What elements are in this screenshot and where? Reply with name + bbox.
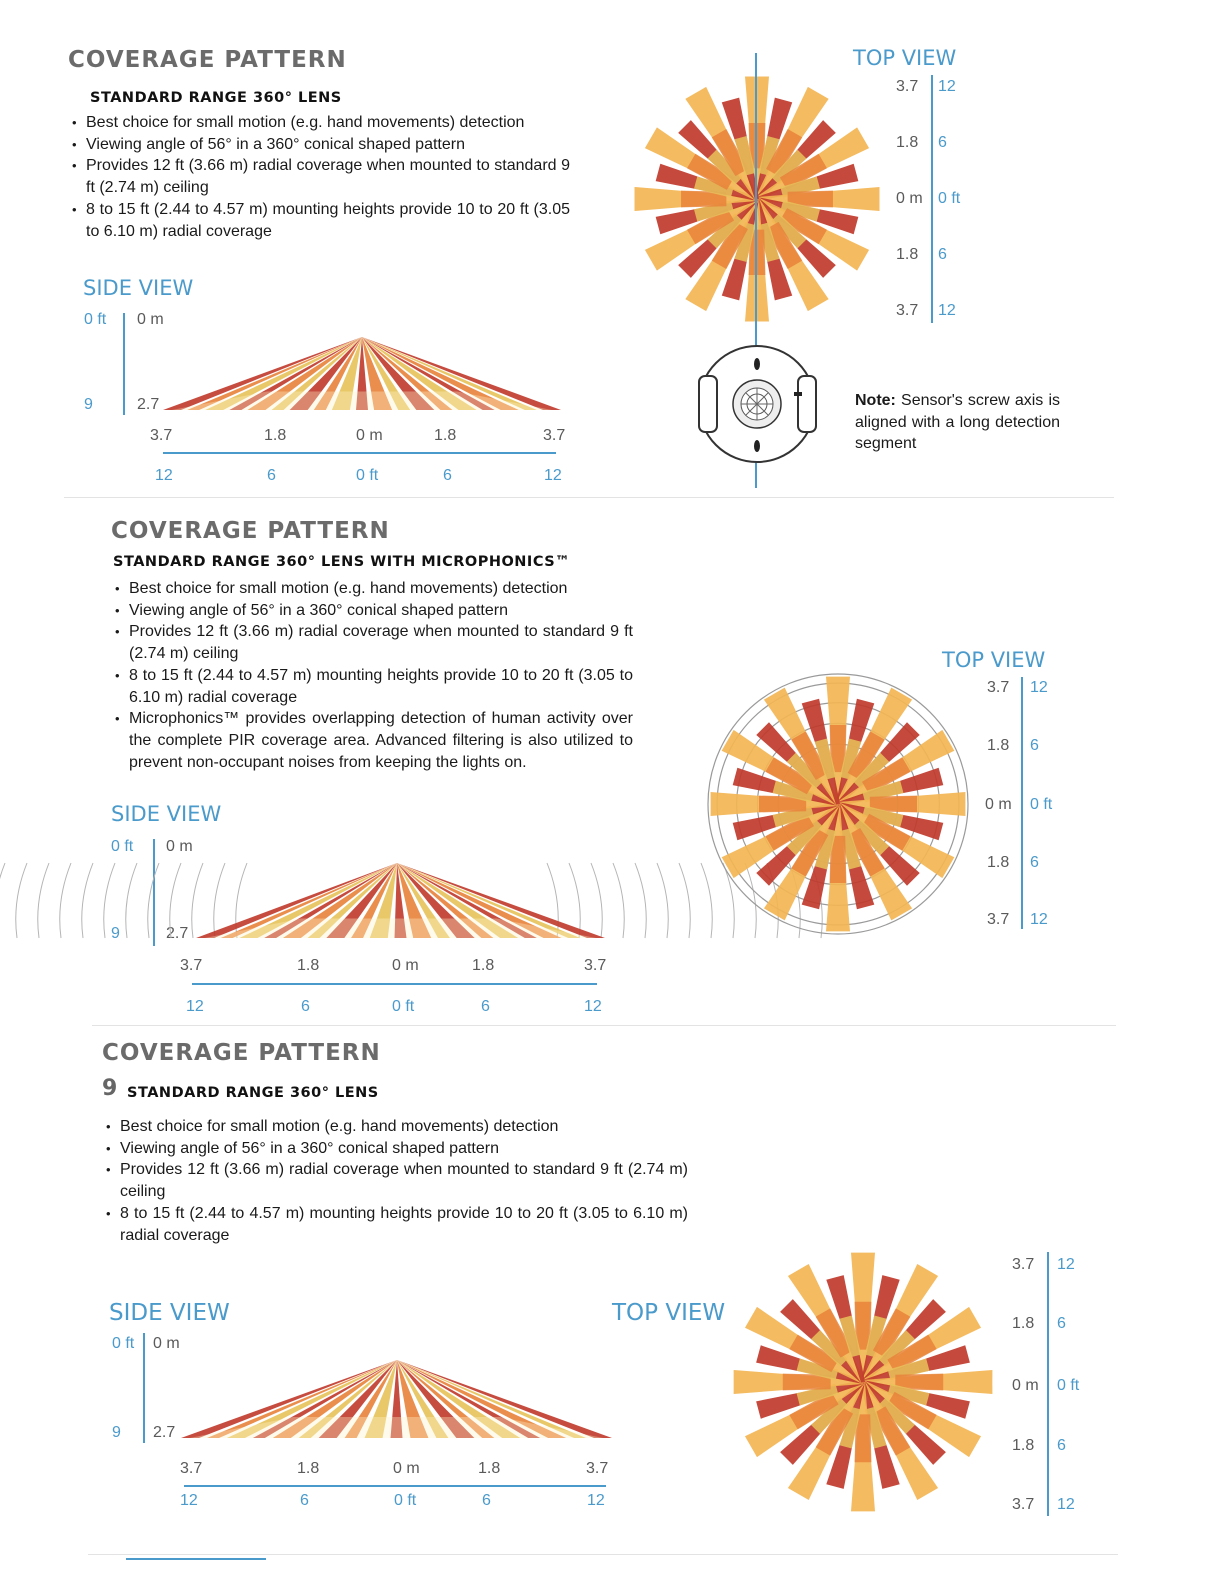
side-m-tick: 0 m <box>392 957 419 974</box>
top-ft-tick: 12 <box>1057 1496 1075 1513</box>
sound-arc <box>0 863 5 938</box>
side-m-tick: 1.8 <box>264 427 287 444</box>
side-ft-tick: 6 <box>482 1492 491 1509</box>
list-item: • Provides 12 ft (3.66 m) radial coverage when mounted to standard 9 ft (2.74 m) ceiling <box>72 155 570 198</box>
sound-arc <box>60 863 71 938</box>
top-m-tick: 3.7 <box>1012 1256 1035 1273</box>
list-item: • 8 to 15 ft (2.44 to 4.57 m) mounting heights provide 10 to 20 ft (3.05 to 6.10 m) radial coverage <box>106 1203 688 1246</box>
side-axis-horizontal <box>163 452 556 454</box>
feature-list <box>72 112 570 242</box>
side-m-tick: 0 m <box>393 1460 420 1477</box>
sound-arc <box>38 863 49 938</box>
top-ft-tick: 6 <box>938 134 947 151</box>
note <box>855 390 1060 455</box>
top-m-tick: 1.8 <box>896 134 919 151</box>
top-ft-tick: 6 <box>1030 854 1039 871</box>
list-item: • 8 to 15 ft (2.44 to 4.57 m) mounting heights provide 10 to 20 ft (3.05 to 6.10 m) radial coverage <box>72 199 570 242</box>
section-divider <box>92 1025 1116 1026</box>
list-item: • Provides 12 ft (3.66 m) radial coverage when mounted to standard 9 ft (2.74 m) ceiling <box>115 621 633 664</box>
section-divider <box>64 497 1114 498</box>
side-m-tick: 3.7 <box>584 957 607 974</box>
top-m-tick: 1.8 <box>1012 1437 1035 1454</box>
side-view-label: SIDE VIEW <box>83 276 194 300</box>
side-ft-bottom: 9 <box>84 396 93 413</box>
sound-arc <box>657 863 668 938</box>
side-m-tick: 1.8 <box>478 1460 501 1477</box>
side-ft-tick: 6 <box>267 467 276 484</box>
section-divider <box>88 1554 1118 1555</box>
list-item: • Best choice for small motion (e.g. hand movements) detection <box>72 112 570 134</box>
sound-arc <box>591 863 602 938</box>
side-m-tick: 1.8 <box>472 957 495 974</box>
side-ft-tick: 12 <box>584 998 602 1015</box>
top-ft-tick: 12 <box>938 78 956 95</box>
top-view-starburst <box>721 1240 1005 1524</box>
side-ft-top: 0 ft <box>84 311 107 328</box>
section-title: COVERAGE PATTERN <box>111 518 390 544</box>
side-ft-tick: 6 <box>443 467 452 484</box>
sound-arc <box>126 863 137 938</box>
list-item: • Best choice for small motion (e.g. hand movements) detection <box>106 1116 688 1138</box>
top-ft-tick: 12 <box>938 302 956 319</box>
top-m-tick: 3.7 <box>987 679 1010 696</box>
side-ft-tick: 12 <box>587 1492 605 1509</box>
sound-arc <box>613 863 624 938</box>
side-ft-tick: 12 <box>186 998 204 1015</box>
side-ft-tick: 0 ft <box>392 998 415 1015</box>
top-m-tick: 3.7 <box>896 302 919 319</box>
side-axis-horizontal <box>184 1485 606 1487</box>
side-ft-tick: 12 <box>155 467 173 484</box>
top-ft-tick: 6 <box>1057 1315 1066 1332</box>
note-text: Sensor's screw axis is aligned with a long detection segment <box>855 392 1060 452</box>
top-m-tick: 1.8 <box>896 246 919 263</box>
side-m-tick: 3.7 <box>150 427 173 444</box>
side-ft-tick: 6 <box>301 998 310 1015</box>
sound-arc <box>148 863 159 938</box>
feature-list <box>106 1116 688 1246</box>
side-m-bottom: 2.7 <box>137 396 160 413</box>
list-item: • Viewing angle of 56° in a 360° conical shaped pattern <box>115 600 633 622</box>
lens-title: STANDARD RANGE 360° LENS <box>127 1085 379 1101</box>
top-view-label: TOP VIEW <box>612 1300 726 1326</box>
top-ft-tick: 6 <box>938 246 947 263</box>
top-m-tick: 1.8 <box>987 854 1010 871</box>
sensor-device-icon <box>690 342 825 467</box>
top-axis-vertical <box>931 75 933 323</box>
list-item: • Microphonics™ provides overlapping detection of human activity over the complete PIR coverage area. Advanced filtering is also utilized to prevent non-occupant noises from keeping the lights on. <box>115 708 633 773</box>
sound-arc <box>82 863 93 938</box>
sound-arc <box>214 863 225 938</box>
sound-arc <box>635 863 646 938</box>
side-m-top: 0 m <box>137 311 164 328</box>
top-m-tick: 3.7 <box>987 911 1010 928</box>
side-m-top: 0 m <box>166 838 193 855</box>
side-m-tick: 3.7 <box>543 427 566 444</box>
top-view-label: TOP VIEW <box>853 46 957 70</box>
side-view-label: SIDE VIEW <box>111 802 222 826</box>
top-ft-tick: 0 ft <box>1057 1377 1080 1394</box>
footer-accent-bar <box>126 1558 266 1560</box>
side-ft-tick: 12 <box>544 467 562 484</box>
list-item: • 8 to 15 ft (2.44 to 4.57 m) mounting heights provide 10 to 20 ft (3.05 to 6.10 m) radial coverage <box>115 665 633 708</box>
sound-arc <box>192 863 203 938</box>
section-title: COVERAGE PATTERN <box>102 1040 381 1066</box>
top-axis-vertical <box>1047 1252 1049 1516</box>
side-m-tick: 3.7 <box>586 1460 609 1477</box>
list-item: • Best choice for small motion (e.g. hand movements) detection <box>115 578 633 600</box>
side-ft-tick: 6 <box>481 998 490 1015</box>
list-item: • Viewing angle of 56° in a 360° conical shaped pattern <box>72 134 570 156</box>
side-ft-tick: 12 <box>180 1492 198 1509</box>
top-ft-tick: 12 <box>1030 679 1048 696</box>
side-m-tick: 1.8 <box>297 957 320 974</box>
side-m-tick: 1.8 <box>297 1460 320 1477</box>
top-axis-vertical <box>1021 677 1023 929</box>
top-ft-tick: 0 ft <box>938 190 961 207</box>
lens-title: STANDARD RANGE 360° LENS <box>90 90 342 106</box>
top-view-starburst <box>698 664 978 944</box>
side-ft-bottom: 9 <box>111 925 120 942</box>
top-ft-tick: 6 <box>1057 1437 1066 1454</box>
side-ft-tick: 6 <box>300 1492 309 1509</box>
side-ft-bottom: 9 <box>112 1424 121 1441</box>
top-ft-tick: 6 <box>1030 737 1039 754</box>
side-m-tick: 1.8 <box>434 427 457 444</box>
top-m-tick: 1.8 <box>987 737 1010 754</box>
top-m-tick: 0 m <box>896 190 923 207</box>
side-m-top: 0 m <box>153 1335 180 1352</box>
side-ft-tick: 0 ft <box>356 467 379 484</box>
side-m-bottom: 2.7 <box>166 925 189 942</box>
list-item: • Viewing angle of 56° in a 360° conical shaped pattern <box>106 1138 688 1160</box>
top-ft-tick: 12 <box>1030 911 1048 928</box>
list-item: • Provides 12 ft (3.66 m) radial coverage when mounted to standard 9 ft (2.74 m) ceiling <box>106 1159 688 1202</box>
top-view-starburst <box>622 64 892 334</box>
side-m-bottom: 2.7 <box>153 1424 176 1441</box>
feature-list <box>115 578 633 773</box>
top-m-tick: 3.7 <box>1012 1496 1035 1513</box>
side-axis-horizontal <box>192 983 597 985</box>
side-m-tick: 3.7 <box>180 1460 203 1477</box>
top-m-tick: 0 m <box>1012 1377 1039 1394</box>
top-view-label: TOP VIEW <box>942 648 1046 672</box>
top-ft-tick: 0 ft <box>1030 796 1053 813</box>
side-ft-top: 0 ft <box>111 838 134 855</box>
section-number: 9 <box>102 1076 118 1101</box>
side-m-tick: 3.7 <box>180 957 203 974</box>
top-ft-tick: 12 <box>1057 1256 1075 1273</box>
note-label: Note: <box>855 392 896 409</box>
section-title: COVERAGE PATTERN <box>68 47 347 73</box>
top-m-tick: 1.8 <box>1012 1315 1035 1332</box>
top-m-tick: 3.7 <box>896 78 919 95</box>
side-ft-top: 0 ft <box>112 1335 135 1352</box>
side-ft-tick: 0 ft <box>394 1492 417 1509</box>
top-m-tick: 0 m <box>985 796 1012 813</box>
sound-arc <box>679 863 690 938</box>
sound-arc <box>16 863 27 938</box>
side-view-label: SIDE VIEW <box>109 1300 230 1326</box>
sound-arc <box>170 863 181 938</box>
side-m-tick: 0 m <box>356 427 383 444</box>
lens-title: STANDARD RANGE 360° LENS WITH MICROPHONICS™ <box>113 554 571 570</box>
